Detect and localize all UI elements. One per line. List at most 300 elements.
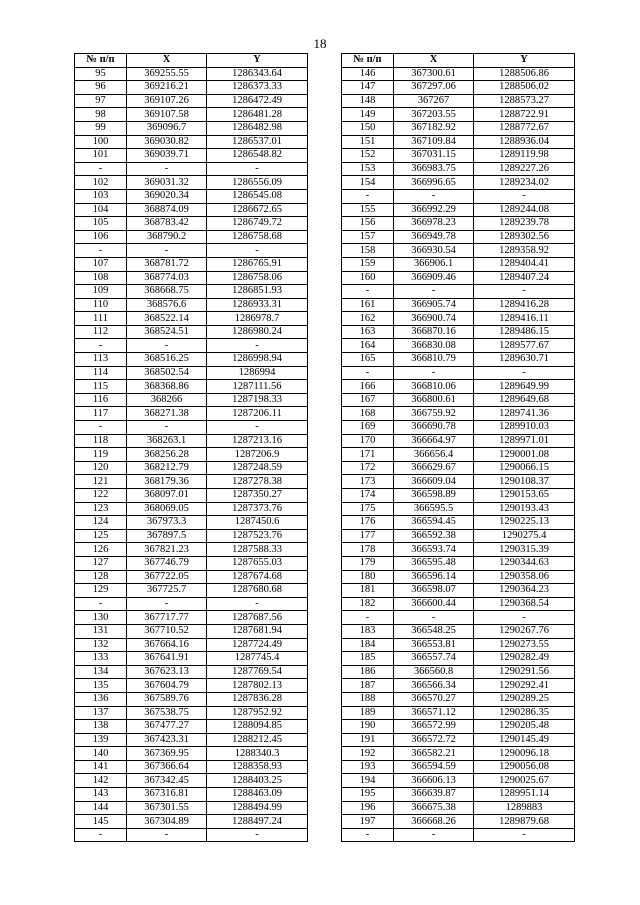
cell-y: 1286548.82 — [207, 149, 308, 163]
cell-y: 1286765.91 — [207, 257, 308, 271]
header-x: X — [394, 54, 474, 68]
table-row — [75, 407, 308, 421]
table-row — [342, 380, 575, 394]
cell-x: 367366.64 — [127, 760, 207, 774]
cell-y: 1287213.16 — [207, 434, 308, 448]
cell-x: 368263.1 — [127, 434, 207, 448]
cell-y: 1286672.65 — [207, 203, 308, 217]
table-row — [342, 421, 575, 435]
table-row — [342, 217, 575, 231]
cell-y: 1289416.11 — [474, 312, 575, 326]
cell-number: - — [75, 339, 127, 353]
cell-x: 366548.25 — [394, 624, 474, 638]
cell-x: 366582.21 — [394, 747, 474, 761]
cell-number: 188 — [342, 692, 394, 706]
cell-number: 186 — [342, 665, 394, 679]
table-row — [75, 298, 308, 312]
table-row — [75, 189, 308, 203]
table-row — [342, 298, 575, 312]
cell-number: 146 — [342, 67, 394, 81]
cell-y: 1288506.86 — [474, 67, 575, 81]
table-row — [75, 516, 308, 530]
cell-y: 1287111.56 — [207, 380, 308, 394]
cell-x: 366572.99 — [394, 720, 474, 734]
cell-number: 105 — [75, 217, 127, 231]
cell-y: 1287206.9 — [207, 448, 308, 462]
cell-x: 366595.5 — [394, 502, 474, 516]
cell-number: 171 — [342, 448, 394, 462]
cell-number: 142 — [75, 774, 127, 788]
cell-x: 368256.28 — [127, 448, 207, 462]
cell-x: 367203.55 — [394, 108, 474, 122]
cell-number: 128 — [75, 570, 127, 584]
cell-y: 1289407.24 — [474, 271, 575, 285]
table-row — [75, 81, 308, 95]
cell-x: 369096.7 — [127, 121, 207, 135]
cell-x: 368668.75 — [127, 285, 207, 299]
cell-x: 366668.26 — [394, 815, 474, 829]
cell-x: 367973.3 — [127, 516, 207, 530]
cell-x: 368271.38 — [127, 407, 207, 421]
cell-y: 1290108.37 — [474, 475, 575, 489]
cell-number: 95 — [75, 67, 127, 81]
cell-number: 98 — [75, 108, 127, 122]
cell-number: 124 — [75, 516, 127, 530]
cell-number: 112 — [75, 325, 127, 339]
cell-x: 369030.82 — [127, 135, 207, 149]
cell-x: 367109.84 — [394, 135, 474, 149]
table-header-row — [75, 54, 308, 68]
table-row — [75, 353, 308, 367]
cell-y: - — [474, 611, 575, 625]
table-row — [75, 733, 308, 747]
cell-y: - — [207, 421, 308, 435]
table-row — [75, 325, 308, 339]
cell-number: - — [75, 421, 127, 435]
cell-x: 366909.46 — [394, 271, 474, 285]
cell-y: 1286980.24 — [207, 325, 308, 339]
cell-y: 1289649.68 — [474, 393, 575, 407]
cell-number: 167 — [342, 393, 394, 407]
cell-y: 1287206.11 — [207, 407, 308, 421]
cell-x: 367369.95 — [127, 747, 207, 761]
table-row — [342, 720, 575, 734]
cell-y: 1288358.93 — [207, 760, 308, 774]
cell-y: 1290225.13 — [474, 516, 575, 530]
cell-number: 178 — [342, 543, 394, 557]
table-row — [75, 461, 308, 475]
cell-number: 156 — [342, 217, 394, 231]
table-row — [342, 529, 575, 543]
cell-y: 1286556.09 — [207, 176, 308, 190]
table-row — [75, 638, 308, 652]
cell-y: 1287724.49 — [207, 638, 308, 652]
cell-number: 158 — [342, 244, 394, 258]
cell-x: 367477.27 — [127, 720, 207, 734]
cell-number: 173 — [342, 475, 394, 489]
cell-y: - — [474, 189, 575, 203]
table-row — [342, 516, 575, 530]
cell-x: 368368.86 — [127, 380, 207, 394]
cell-number: 175 — [342, 502, 394, 516]
table-row — [342, 570, 575, 584]
cell-x: 367746.79 — [127, 556, 207, 570]
cell-y: 1290368.54 — [474, 597, 575, 611]
cell-y: 1286343.64 — [207, 67, 308, 81]
table-row — [75, 380, 308, 394]
cell-y: 1286545.08 — [207, 189, 308, 203]
cell-x: 369020.34 — [127, 189, 207, 203]
table-row — [75, 570, 308, 584]
table-row — [342, 189, 575, 203]
table-row — [75, 149, 308, 163]
cell-number: 177 — [342, 529, 394, 543]
header-number: № п/п — [342, 54, 394, 68]
table-row — [75, 706, 308, 720]
cell-x: 367304.89 — [127, 815, 207, 829]
cell-x: 366978.23 — [394, 217, 474, 231]
cell-number: 190 — [342, 720, 394, 734]
cell-x: 366992.29 — [394, 203, 474, 217]
cell-number: 135 — [75, 679, 127, 693]
table-row — [342, 448, 575, 462]
table-row — [75, 94, 308, 108]
cell-x: 367710.52 — [127, 624, 207, 638]
coordinates-table-left — [74, 53, 308, 842]
cell-x: 366592.38 — [394, 529, 474, 543]
table-row — [75, 815, 308, 829]
cell-y: 1290275.4 — [474, 529, 575, 543]
cell-x: 366810.06 — [394, 380, 474, 394]
cell-y: - — [207, 828, 308, 842]
cell-x: 368502.54 — [127, 366, 207, 380]
cell-x: 368097.01 — [127, 489, 207, 503]
cell-number: 102 — [75, 176, 127, 190]
cell-y: 1286758.68 — [207, 230, 308, 244]
table-row — [342, 339, 575, 353]
table-row — [75, 121, 308, 135]
cell-x: 367664.16 — [127, 638, 207, 652]
cell-number: 181 — [342, 584, 394, 598]
cell-number: 108 — [75, 271, 127, 285]
cell-number: 129 — [75, 584, 127, 598]
cell-number: - — [75, 828, 127, 842]
cell-number: 110 — [75, 298, 127, 312]
cell-number: 97 — [75, 94, 127, 108]
cell-y: 1287248.59 — [207, 461, 308, 475]
cell-y: 1290153.65 — [474, 489, 575, 503]
cell-number: 143 — [75, 788, 127, 802]
cell-x: - — [394, 285, 474, 299]
cell-y: 1286472.49 — [207, 94, 308, 108]
table-row — [342, 353, 575, 367]
cell-y: 1289119.98 — [474, 149, 575, 163]
cell-number: 172 — [342, 461, 394, 475]
cell-y: 1290025.67 — [474, 774, 575, 788]
cell-y: 1286978.7 — [207, 312, 308, 326]
cell-number: - — [342, 828, 394, 842]
cell-number: 147 — [342, 81, 394, 95]
table-row — [75, 162, 308, 176]
cell-x: 368266 — [127, 393, 207, 407]
cell-number: 183 — [342, 624, 394, 638]
table-row — [75, 257, 308, 271]
cell-x: - — [394, 828, 474, 842]
table-row — [342, 203, 575, 217]
cell-y: 1290001.08 — [474, 448, 575, 462]
cell-y: 1288494.99 — [207, 801, 308, 815]
cell-x: 366983.75 — [394, 162, 474, 176]
cell-number: 122 — [75, 489, 127, 503]
header-x: X — [127, 54, 207, 68]
table-row — [342, 788, 575, 802]
cell-number: 180 — [342, 570, 394, 584]
table-row — [342, 706, 575, 720]
page-number: 18 — [313, 36, 327, 51]
table-row — [75, 271, 308, 285]
cell-x: 367297.06 — [394, 81, 474, 95]
cell-y: 1287588.33 — [207, 543, 308, 557]
cell-number: 194 — [342, 774, 394, 788]
table-row — [75, 652, 308, 666]
cell-y: 1290344.63 — [474, 556, 575, 570]
cell-y: 1290291.56 — [474, 665, 575, 679]
table-row — [342, 556, 575, 570]
cell-x: 366566.34 — [394, 679, 474, 693]
cell-x: 366656.4 — [394, 448, 474, 462]
cell-y: 1290096.18 — [474, 747, 575, 761]
cell-y: - — [474, 285, 575, 299]
cell-y: - — [207, 244, 308, 258]
cell-x: 366557.74 — [394, 652, 474, 666]
cell-y: 1290315.39 — [474, 543, 575, 557]
cell-x: 367182.92 — [394, 121, 474, 135]
cell-number: 119 — [75, 448, 127, 462]
cell-x: 366560.8 — [394, 665, 474, 679]
table-row — [75, 611, 308, 625]
cell-y: 1289302.56 — [474, 230, 575, 244]
cell-y: 1287952.92 — [207, 706, 308, 720]
cell-x: 366906.1 — [394, 257, 474, 271]
cell-y: 1289234.02 — [474, 176, 575, 190]
cell-number: - — [75, 597, 127, 611]
table-row — [342, 285, 575, 299]
cell-y: 1289971.01 — [474, 434, 575, 448]
table-row — [342, 638, 575, 652]
cell-number: 107 — [75, 257, 127, 271]
cell-x: - — [127, 244, 207, 258]
cell-y: 1286994 — [207, 366, 308, 380]
table-row — [75, 665, 308, 679]
cell-y: 1287836.28 — [207, 692, 308, 706]
table-row — [342, 815, 575, 829]
cell-x: 368790.2 — [127, 230, 207, 244]
cell-number: 121 — [75, 475, 127, 489]
cell-y: 1289244.08 — [474, 203, 575, 217]
cell-x: 366571.12 — [394, 706, 474, 720]
cell-x: 367031.15 — [394, 149, 474, 163]
cell-number: 133 — [75, 652, 127, 666]
cell-y: 1289486.15 — [474, 325, 575, 339]
cell-x: 366629.67 — [394, 461, 474, 475]
cell-y: 1287278.38 — [207, 475, 308, 489]
cell-y: 1286998.94 — [207, 353, 308, 367]
cell-x: 366800.61 — [394, 393, 474, 407]
cell-number: 125 — [75, 529, 127, 543]
cell-y: 1288506.02 — [474, 81, 575, 95]
table-row — [75, 692, 308, 706]
table-row — [75, 529, 308, 543]
cell-number: 157 — [342, 230, 394, 244]
table-row — [75, 217, 308, 231]
cell-x: - — [394, 366, 474, 380]
cell-number: 132 — [75, 638, 127, 652]
cell-x: 366639.87 — [394, 788, 474, 802]
cell-y: 1287687.56 — [207, 611, 308, 625]
table-row — [342, 244, 575, 258]
cell-x: - — [127, 421, 207, 435]
cell-x: 368783.42 — [127, 217, 207, 231]
cell-number: 101 — [75, 149, 127, 163]
table-row — [342, 828, 575, 842]
cell-number: 141 — [75, 760, 127, 774]
cell-number: 149 — [342, 108, 394, 122]
table-row — [342, 543, 575, 557]
table-row — [342, 652, 575, 666]
cell-number: 192 — [342, 747, 394, 761]
cell-x: 366594.59 — [394, 760, 474, 774]
cell-number: 179 — [342, 556, 394, 570]
table-row — [75, 203, 308, 217]
cell-x: 368069.05 — [127, 502, 207, 516]
cell-number: 159 — [342, 257, 394, 271]
cell-number: 160 — [342, 271, 394, 285]
cell-number: 195 — [342, 788, 394, 802]
cell-y: 1288403.25 — [207, 774, 308, 788]
cell-x: 367589.76 — [127, 692, 207, 706]
cell-x: 366905.74 — [394, 298, 474, 312]
table-row — [342, 434, 575, 448]
cell-x: 368179.36 — [127, 475, 207, 489]
table-row — [75, 448, 308, 462]
cell-number: 134 — [75, 665, 127, 679]
cell-y: 1286933.31 — [207, 298, 308, 312]
cell-number: 155 — [342, 203, 394, 217]
cell-y: 1290292.41 — [474, 679, 575, 693]
cell-x: 367821.23 — [127, 543, 207, 557]
cell-y: 1289741.36 — [474, 407, 575, 421]
cell-number: 191 — [342, 733, 394, 747]
table-row — [75, 475, 308, 489]
table-row — [342, 67, 575, 81]
cell-x: - — [127, 162, 207, 176]
table-row — [342, 325, 575, 339]
table-row — [75, 720, 308, 734]
cell-number: 150 — [342, 121, 394, 135]
cell-y: 1288094.85 — [207, 720, 308, 734]
cell-number: 117 — [75, 407, 127, 421]
table-row — [75, 747, 308, 761]
cell-x: 366594.45 — [394, 516, 474, 530]
cell-x: 368522.14 — [127, 312, 207, 326]
cell-number: 174 — [342, 489, 394, 503]
table-row — [342, 489, 575, 503]
table-row — [342, 108, 575, 122]
table-row — [342, 162, 575, 176]
cell-number: 115 — [75, 380, 127, 394]
cell-x: 367267 — [394, 94, 474, 108]
cell-x: 366870.16 — [394, 325, 474, 339]
cell-x: 367623.13 — [127, 665, 207, 679]
cell-y: 1289649.99 — [474, 380, 575, 394]
cell-number: 145 — [75, 815, 127, 829]
cell-y: 1289358.92 — [474, 244, 575, 258]
cell-x: 366675.38 — [394, 801, 474, 815]
table-row — [342, 584, 575, 598]
cell-number: 197 — [342, 815, 394, 829]
header-number: № п/п — [75, 54, 127, 68]
cell-x: 369107.58 — [127, 108, 207, 122]
cell-number: - — [342, 189, 394, 203]
cell-x: 366664.97 — [394, 434, 474, 448]
cell-x: 366930.54 — [394, 244, 474, 258]
cell-number: 111 — [75, 312, 127, 326]
cell-x: 367300.61 — [394, 67, 474, 81]
cell-x: 366572.72 — [394, 733, 474, 747]
cell-x: 366900.74 — [394, 312, 474, 326]
cell-x: 368212.79 — [127, 461, 207, 475]
table-row — [342, 407, 575, 421]
table-row — [342, 475, 575, 489]
cell-number: 148 — [342, 94, 394, 108]
header-y: Y — [474, 54, 575, 68]
cell-number: 120 — [75, 461, 127, 475]
cell-y: 1289416.28 — [474, 298, 575, 312]
cell-x: - — [394, 611, 474, 625]
cell-x: - — [394, 189, 474, 203]
table-row — [75, 679, 308, 693]
cell-y: - — [474, 366, 575, 380]
table-row — [75, 230, 308, 244]
cell-x: 366595.48 — [394, 556, 474, 570]
table-row — [75, 624, 308, 638]
cell-y: 1286537.01 — [207, 135, 308, 149]
cell-x: 366598.89 — [394, 489, 474, 503]
cell-number: 182 — [342, 597, 394, 611]
cell-y: 1289404.41 — [474, 257, 575, 271]
table-row — [75, 434, 308, 448]
cell-x: 368874.09 — [127, 203, 207, 217]
cell-x: 369107.26 — [127, 94, 207, 108]
cell-y: 1290205.48 — [474, 720, 575, 734]
table-row — [342, 149, 575, 163]
table-row — [342, 257, 575, 271]
table-row — [75, 366, 308, 380]
cell-number: 165 — [342, 353, 394, 367]
cell-number: 109 — [75, 285, 127, 299]
cell-number: 166 — [342, 380, 394, 394]
table-row — [75, 312, 308, 326]
table-row — [75, 108, 308, 122]
cell-y: 1286481.28 — [207, 108, 308, 122]
cell-x: 367316.81 — [127, 788, 207, 802]
cell-y: 1290145.49 — [474, 733, 575, 747]
cell-x: 366830.08 — [394, 339, 474, 353]
cell-y: 1289630.71 — [474, 353, 575, 367]
cell-y: 1287674.68 — [207, 570, 308, 584]
cell-y: - — [207, 162, 308, 176]
cell-number: 162 — [342, 312, 394, 326]
